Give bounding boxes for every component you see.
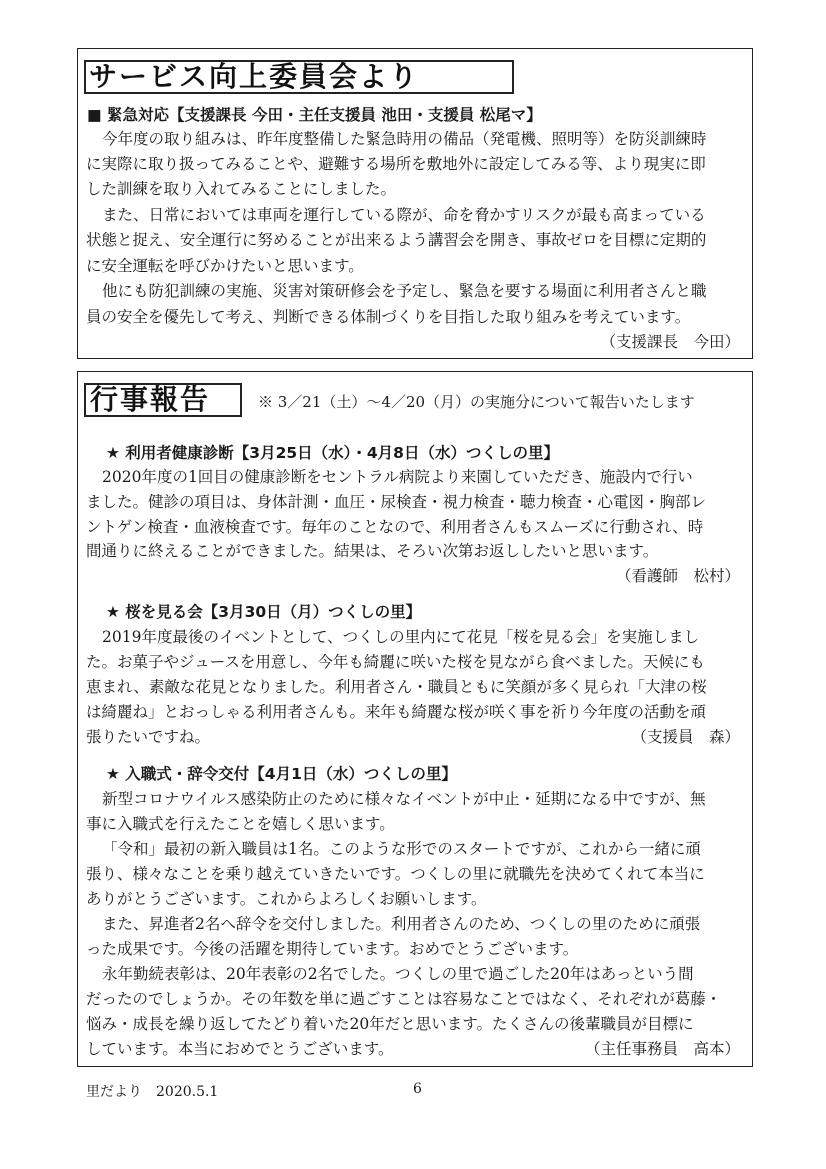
paragraph-line: 他にも防犯訓練の実施、災害対策研修会を予定し、緊急を要する場面に利用者さんと職 [102, 282, 707, 300]
paragraph-line: った成果です。今後の活躍を期待しています。おめでとうございます。 [86, 940, 579, 958]
publication-footer: 里だより 2020.5.1 [86, 1084, 219, 1100]
paragraph-line: 張りたいですね。 [86, 728, 211, 746]
paragraph-line: ントゲン検査・血液検査です。毎年のことなので、利用者さんもスムーズに行動され、時 [86, 518, 704, 536]
cherry-blossom-heading: ★ 桜を見る会【3月30日（月）つくしの里】 [106, 603, 422, 621]
paragraph-line: 永年勤続表彰は、20年表彰の2名でした。つくしの里で過ごした20年はあっという間 [102, 965, 694, 983]
paragraph-line: 悩み・成長を繰り返してたどり着いた20年だと思います。たくさんの後輩職員が目標に [86, 1015, 694, 1033]
paragraph-line: だったのでしょうか。その年数を単に過ごすことは容易なことではなく、それぞれが葛藤・ [86, 990, 722, 1008]
paragraph-line: ありがとうございます。これからよろしくお願いします。 [86, 890, 487, 908]
paragraph-line: ました。健診の項目は、身体計測・血圧・尿検査・視力検査・聴力検査・心電図・胸部レ [86, 493, 707, 511]
page-number: 6 [413, 1081, 422, 1097]
emergency-heading: ■ 緊急対応【支援課長 今田・主任支援員 池田・支援員 松尾マ】 [87, 106, 542, 124]
paragraph-line: 2020年度の1回目の健康診断をセントラル病院より来園していただき、施設内で行い [102, 468, 693, 486]
paragraph-line: に実際に取り扱ってみることや、避難する場所を敷地外に設定してみる等、より現実に即 [86, 155, 706, 173]
section-title: 行事報告 [84, 383, 242, 417]
paragraph-line: 「令和」最初の新入職員は1名。このような形でのスタートですが、これから一緒に頑 [102, 840, 701, 858]
paragraph-line: 張り、様々なことを乗り越えていきたいです。つくしの里に就職先を決めてくれて本当に [86, 865, 705, 883]
paragraph-line: は綺麗ね」とおっしゃる利用者さんも。来年も綺麗な桜が咲く事を祈り今年度の活動を頑 [86, 703, 707, 721]
paragraph-line: 間通りに終えることができました。結果は、そろい次第お返ししたいと思います。 [86, 542, 659, 560]
section-title: サービス向上委員会より [84, 60, 514, 94]
paragraph-line: に安全運転を呼びかけたいと思います。 [86, 257, 364, 275]
paragraph-line: 2019年度最後のイベントとして、つくしの里内にて花見「桜を見る会」を実施しまし [102, 628, 700, 646]
paragraph-line: また、昇進者2名へ辞令を交付しました。利用者さんのため、つくしの里のために頑張 [102, 915, 701, 933]
author-signature: （支援員 森） [631, 728, 740, 746]
paragraph-line: 今年度の取り組みは、昨年度整備した緊急時用の備品（発電機、照明等）を防災訓練時 [102, 130, 707, 148]
report-period-note: ※ 3／21（土）～4／20（月）の実施分について報告いたします [258, 393, 695, 411]
event-report-section [77, 371, 753, 1067]
paragraph-line: 事に入職式を行えたことを嬉しく思います。 [86, 815, 395, 833]
author-signature: （看護師 松村） [615, 567, 740, 585]
paragraph-line: 状態と捉え、安全運行に努めることが出来るよう講習会を開き、事故ゼロを目標に定期的 [86, 231, 707, 249]
paragraph-line: 新型コロナウイルス感染防止のために様々なイベントが中止・延期になる中ですが、無 [102, 790, 706, 808]
health-check-heading: ★ 利用者健康診断【3月25日（水）・4月8日（水）つくしの里】 [106, 444, 559, 462]
paragraph-line: 恵まれ、素敵な花見となりました。利用者さん・職員ともに笑顔が多く見られ「大津の桜 [86, 678, 707, 696]
paragraph-line: しています。本当におめでとうございます。 [86, 1040, 394, 1058]
author-signature: （主任事務員 高本） [584, 1040, 740, 1058]
service-committee-section [77, 48, 753, 359]
paragraph-line: た。お菓子やジュースを用意し、今年も綺麗に咲いた桜を見ながら食べました。天候にも [86, 653, 705, 671]
author-signature: （支援課長 今田） [600, 333, 740, 351]
paragraph-line: また、日常においては車両を運行している際が、命を脅かすリスクが最も高まっている [102, 206, 706, 224]
paragraph-line: 員の安全を優先して考え、判断できる体制づくりを目指した取り組みを考えています。 [86, 308, 691, 326]
paragraph-line: した訓練を取り入れてみることにしました。 [86, 180, 397, 198]
ceremony-heading: ★ 入職式・辞令交付【4月1日（水）つくしの里】 [106, 765, 457, 783]
